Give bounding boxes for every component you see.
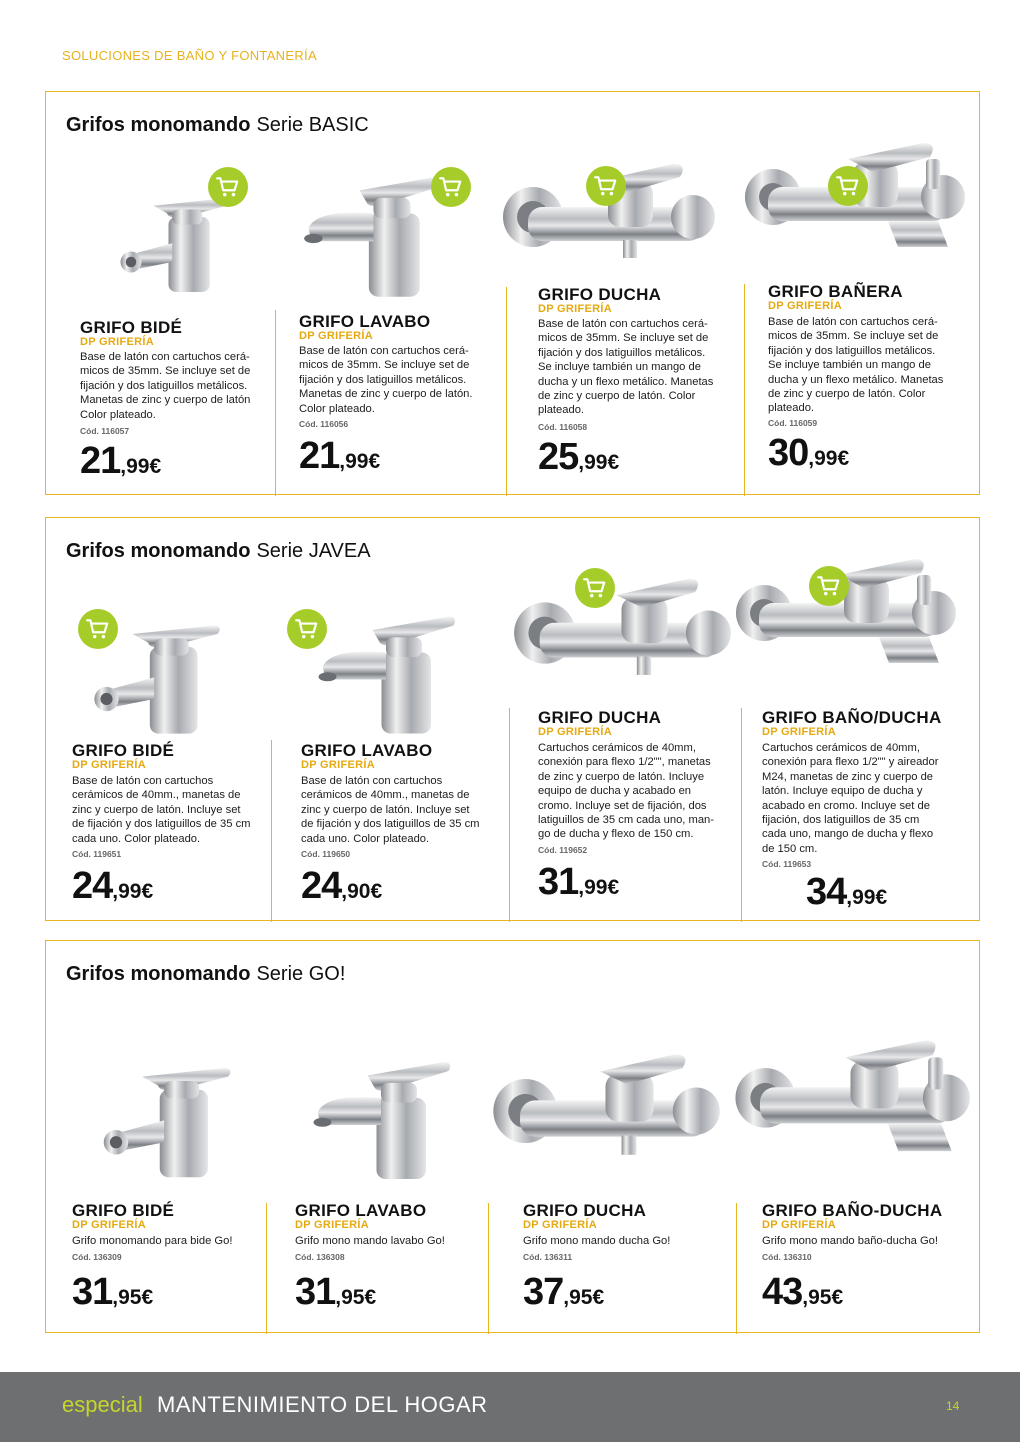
product-brand: DP GRIFERÍA (523, 1219, 597, 1231)
product-brand: DP GRIFERÍA (538, 303, 612, 315)
product-name: GRIFO BAÑO/DUCHA (762, 708, 942, 727)
product-price (762, 1271, 843, 1314)
product-description: Base de latón con cartuchos cerámicos de 40mm., manetas de zinc y cuerpo de latón. Incluye set de fijación y dos latiguillos de 35 cm cada uno. Color plateado. (301, 775, 480, 845)
product-price (768, 432, 849, 475)
add-to-cart-button[interactable] (431, 167, 471, 207)
price-integer: 24 (72, 865, 113, 907)
product-name: GRIFO LAVABO (301, 741, 433, 760)
product-card-grifo-bide-go[interactable] (46, 941, 266, 1334)
add-to-cart-button[interactable] (287, 609, 327, 649)
price-decimal: ,95€ (563, 1286, 605, 1309)
price-integer: 25 (538, 436, 579, 478)
product-code: Cód. 136310 (762, 1252, 812, 1262)
shopping-cart-icon (593, 173, 619, 199)
price-decimal: ,99€ (578, 451, 620, 474)
price-decimal: ,95€ (335, 1286, 377, 1309)
product-description: Base de latón con cartuchos cerá- micos de 35mm. Se incluye set de fijación y dos latiguillos metálicos. Se incluye también un mango de ducha y un flexo metálico. Manetas de zinc y cuerpo de latón. Color plateado. (538, 318, 714, 417)
price-decimal: ,99€ (120, 455, 162, 478)
product-price (299, 435, 380, 478)
product-card-grifo-ducha-go[interactable] (488, 941, 736, 1334)
price-decimal: ,99€ (808, 447, 850, 470)
product-name: GRIFO BIDÉ (80, 318, 183, 337)
shopping-cart-icon (215, 174, 241, 200)
product-code: Cód. 116057 (80, 426, 130, 436)
product-name: GRIFO BIDÉ (72, 1201, 175, 1220)
product-code: Cód. 119650 (301, 849, 351, 859)
add-to-cart-button[interactable] (809, 566, 849, 606)
product-name: GRIFO BAÑO-DUCHA (762, 1201, 943, 1220)
product-code: Cód. 116059 (768, 418, 818, 428)
page-header-label: SOLUCIONES DE BAÑO Y FONTANERÍA (62, 48, 317, 63)
product-price (80, 440, 161, 483)
product-card-grifo-bide-basic[interactable] (46, 92, 275, 496)
shopping-cart-icon (816, 573, 842, 599)
product-description: Grifo mono mando baño-ducha Go! (762, 1235, 938, 1247)
product-description: Base de latón con cartuchos cerá- micos de 35mm. Se incluye set de fijación y dos latiguillos metálicos. Se incluye también un mango de ducha y un flexo metálico. Manetas de zinc y cuerpo de latón. Color plateado. (768, 316, 944, 415)
product-description: Cartuchos cerámicos de 40mm, conexión para flexo 1/2"", manetas de zinc y cuerpo de latón. Incluye equipo de ducha y acabado en cromo. Incluye set de fijación, dos latiguillos de 35 cm cada uno, man- go de ducha y flexo de 150 cm. (538, 742, 714, 841)
section-serie-javea (45, 517, 980, 921)
product-card-grifo-ducha-javea[interactable] (509, 518, 741, 922)
shopping-cart-icon (438, 174, 464, 200)
section-title-strong: Grifos monomando (66, 540, 251, 562)
price-integer: 31 (72, 1271, 113, 1313)
price-integer: 43 (762, 1271, 803, 1313)
price-integer: 34 (806, 871, 847, 913)
add-to-cart-button[interactable] (78, 609, 118, 649)
section-title-strong: Grifos monomando (66, 963, 251, 985)
price-integer: 31 (295, 1271, 336, 1313)
price-decimal: ,99€ (339, 450, 381, 473)
section-serie-basic (45, 91, 980, 495)
shopping-cart-icon (835, 173, 861, 199)
product-description: Base de latón con cartuchos cerá- micos de 35mm. Se incluye set de fijación y dos latiguillos metálicos. Manetas de zinc y cuerpo de latón. Color plateado. (299, 345, 473, 415)
product-card-grifo-lavabo-basic[interactable] (275, 92, 506, 496)
price-integer: 21 (299, 435, 340, 477)
product-description: Cartuchos cerámicos de 40mm, conexión para flexo 1/2"" y aireador M24, manetas de zinc y cuerpo de latón. Incluye equipo de ducha y acabado en cromo. Incluye set de fijación, dos latiguillos de 35 cm cada uno, mango de ducha y flexo de 150 cm. (762, 742, 939, 855)
product-description: Grifo monomando para bide Go! (72, 1235, 233, 1247)
price-decimal: ,99€ (846, 886, 888, 909)
product-brand: DP GRIFERÍA (768, 300, 842, 312)
product-card-grifo-bide-javea[interactable] (46, 518, 271, 922)
price-integer: 21 (80, 440, 121, 482)
product-price (301, 865, 382, 908)
product-brand: DP GRIFERÍA (762, 1219, 836, 1231)
product-brand: DP GRIFERÍA (299, 330, 373, 342)
product-description: Base de latón con cartuchos cerámicos de 40mm., manetas de zinc y cuerpo de latón. Incluye set de fijación y dos latiguillos de 35 cm cada uno. Color plateado. (72, 775, 251, 845)
product-photo-bidet (81, 1036, 256, 1196)
product-brand: DP GRIFERÍA (301, 759, 375, 771)
shopping-cart-icon (85, 616, 111, 642)
product-brand: DP GRIFERÍA (72, 759, 146, 771)
product-photo-bath (728, 1026, 973, 1191)
price-integer: 37 (523, 1271, 564, 1313)
product-code: Cód. 119652 (538, 845, 588, 855)
product-price (538, 436, 619, 479)
add-to-cart-button[interactable] (575, 568, 615, 608)
page-number: 14 (946, 1399, 960, 1413)
footer-special-label: especial (62, 1392, 143, 1417)
product-photo-shower (509, 558, 734, 708)
price-decimal: ,95€ (112, 1286, 154, 1309)
product-name: GRIFO DUCHA (538, 708, 662, 727)
section-title-series: Serie GO! (256, 963, 346, 985)
product-price (806, 871, 887, 914)
product-description: Grifo mono mando lavabo Go! (295, 1235, 445, 1247)
product-photo-shower (488, 1031, 723, 1191)
page-footer (0, 1372, 1020, 1442)
shopping-cart-icon (582, 575, 608, 601)
product-code: Cód. 136311 (523, 1252, 573, 1262)
product-code: Cód. 119651 (72, 849, 122, 859)
add-to-cart-button[interactable] (586, 166, 626, 206)
product-price (72, 1271, 153, 1314)
product-name: GRIFO LAVABO (295, 1201, 427, 1220)
product-code: Cód. 136309 (72, 1252, 122, 1262)
product-photo-bath (738, 137, 968, 277)
add-to-cart-button[interactable] (208, 167, 248, 207)
section-title-series: Serie BASIC (256, 114, 369, 136)
product-photo-basin (291, 1036, 471, 1196)
product-code: Cód. 116058 (538, 422, 588, 432)
product-card-grifo-ducha-basic[interactable] (506, 92, 744, 496)
product-code: Cód. 119653 (762, 859, 812, 869)
section-title-series: Serie JAVEA (256, 540, 371, 562)
product-photo-bath (729, 548, 959, 698)
product-price (523, 1271, 604, 1314)
product-price (538, 861, 619, 904)
add-to-cart-button[interactable] (828, 166, 868, 206)
section-title-strong: Grifos monomando (66, 114, 251, 136)
product-code: Cód. 136308 (295, 1252, 345, 1262)
product-name: GRIFO DUCHA (538, 285, 662, 304)
product-name: GRIFO LAVABO (299, 312, 431, 331)
product-name: GRIFO DUCHA (523, 1201, 647, 1220)
product-code: Cód. 116056 (299, 419, 349, 429)
shopping-cart-icon (294, 616, 320, 642)
product-card-grifo-banera-basic[interactable] (744, 92, 979, 496)
price-integer: 31 (538, 861, 579, 903)
product-name: GRIFO BAÑERA (768, 282, 903, 301)
product-brand: DP GRIFERÍA (538, 726, 612, 738)
footer-title: MANTENIMIENTO DEL HOGAR (157, 1392, 488, 1417)
product-card-grifo-lavabo-javea[interactable] (271, 518, 509, 922)
price-decimal: ,90€ (341, 880, 383, 903)
price-integer: 30 (768, 432, 809, 474)
price-decimal: ,95€ (802, 1286, 844, 1309)
section-serie-go (45, 940, 980, 1333)
price-integer: 24 (301, 865, 342, 907)
product-card-grifo-lavabo-go[interactable] (266, 941, 488, 1334)
product-card-grifo-bano-ducha-go[interactable] (736, 941, 979, 1334)
product-name: GRIFO BIDÉ (72, 741, 175, 760)
product-brand: DP GRIFERÍA (762, 726, 836, 738)
product-price (295, 1271, 376, 1314)
product-description: Base de latón con cartuchos cerá- micos de 35mm. Se incluye set de fijación y dos latiguillos metálicos. Manetas de zinc y cuerpo de latón Color plateado. (80, 351, 251, 421)
price-decimal: ,99€ (578, 876, 620, 899)
product-price (72, 865, 153, 908)
product-brand: DP GRIFERÍA (72, 1219, 146, 1231)
product-card-grifo-bano-ducha-javea[interactable] (741, 518, 979, 922)
product-brand: DP GRIFERÍA (80, 336, 154, 348)
product-description: Grifo mono mando ducha Go! (523, 1235, 671, 1247)
price-decimal: ,99€ (112, 880, 154, 903)
product-brand: DP GRIFERÍA (295, 1219, 369, 1231)
